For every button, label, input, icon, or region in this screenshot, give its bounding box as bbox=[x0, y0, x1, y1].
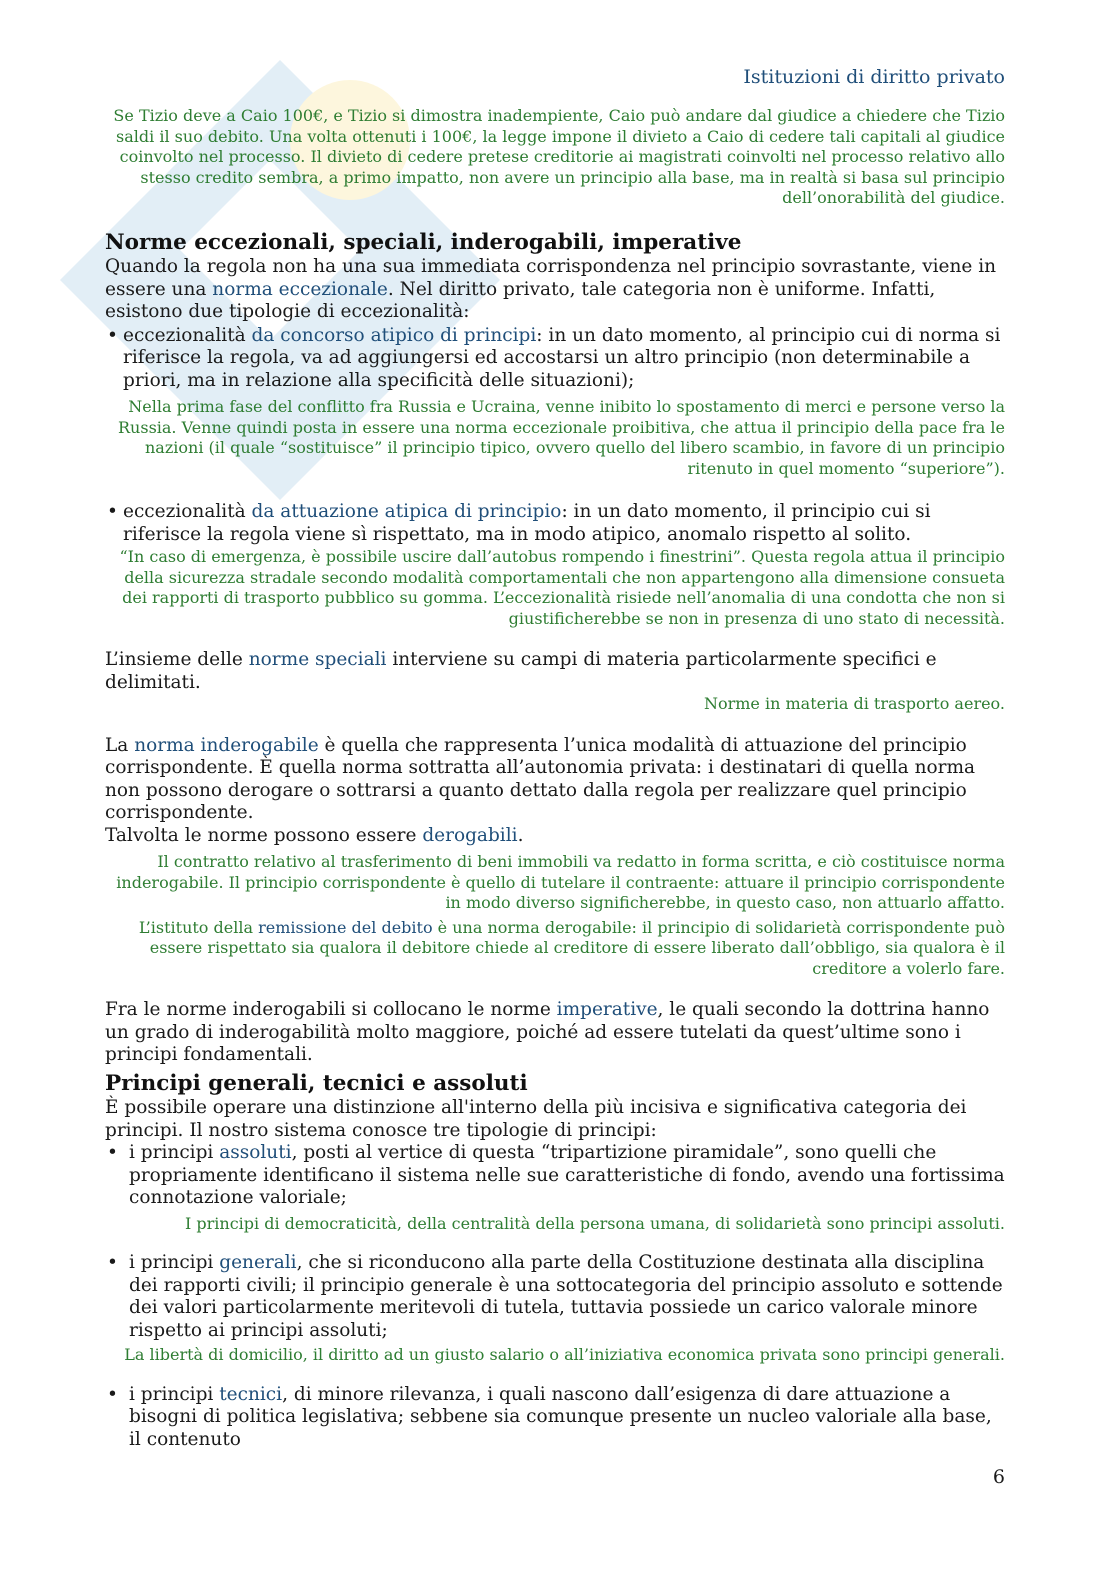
page-number: 6 bbox=[992, 1466, 1005, 1488]
bullet-principi-tecnici: • i principi tecnici, di minore rilevanza, i quali nascono dall’esigenza di dare attuazione a bisogni di politica legislativa; sebbene sia comunque presente un nucleo valoriale alla base, il contenuto bbox=[105, 1384, 1005, 1452]
paragraph-norme-speciali: L’insieme delle norme speciali interviene su campi di materia particolarmente specifici e delimitati. bbox=[105, 649, 937, 693]
section-2-title: Principi generali, tecnici e assoluti bbox=[105, 1071, 528, 1096]
example-russia-ucraina: Nella prima fase del conflitto fra Russia e Ucraina, venne inibito lo spostamento di merci e persone verso la Russia. Venne quindi posta in essere una norma eccezionale proibitiva, che attua il principio della pace fra le nazioni (il quale “sostituisce” il principio tipico, ovvero quello del libero scambio, in favore di un principio ritenuto in quel momento “superiore”). bbox=[118, 397, 1005, 478]
paragraph-norma-inderogabile: La norma inderogabile è quella che rappresenta l’unica modalità di attuazione del principio corrispondente. È quella norma sottratta all’autonomia privata: i destinatari di quella norma non possono derogare o sottrarsi a quanto dettato dalla regola per realizzare quel principio corrispondente. bbox=[105, 734, 976, 823]
section-1 bbox=[105, 230, 1005, 1067]
example-principi-assoluti: I principi di democraticità, della centralità della persona umana, di solidarietà sono principi assoluti. bbox=[184, 1213, 1005, 1233]
example-remissione-debito: L’istituto della remissione del debito è una norma derogabile: il principio di solidarietà corrispondente può essere rispettato sia qualora il debitore chiede al creditore di essere liberato dall’obbligo, sia qualora è il creditore a volerlo fare. bbox=[138, 917, 1005, 978]
bullet-concorso-atipico: • eccezionalità da concorso atipico di principi: in un dato momento, al principio cui di norma si riferisce la regola, va ad aggiungersi ed accostarsi un altro principio (non determinabile a priori, ma in relazione alla specificità delle situazioni); bbox=[105, 325, 1005, 393]
paragraph-norme-imperative: Fra le norme inderogabili si collocano le norme imperative, le quali secondo la dottrina hanno un grado di inderogabilità molto maggiore, poiché ad essere tutelati da quest’ultime sono i principi fondamentali. bbox=[105, 999, 990, 1065]
example-trasporto-aereo: Norme in materia di trasporto aereo. bbox=[703, 694, 1005, 713]
intro-example: Se Tizio deve a Caio 100€, e Tizio si dimostra inadempiente, Caio può andare dal giudice a chiedere che Tizio saldi il suo debito. Una volta ottenuti i 100€, la legge impone il divieto a Caio di cedere tali capitali al giudice coinvolto nel processo. Il divieto di cedere pretese creditorie ai magistrati coinvolti nel processo relativo allo stesso credito sembra, a primo impatto, non avere un principio alla base, ma in realtà si basa sul principio dell’onorabilità del giudice. bbox=[113, 106, 1005, 207]
paragraph-norma-eccezionale: Quando la regola non ha una sua immediata corrispondenza nel principio sovrastante, viene in essere una norma eccezionale. Nel diritto privato, tale categoria non è uniforme. Infatti, esistono due tipologie di eccezionalità: bbox=[105, 256, 997, 322]
running-header: Istituzioni di diritto privato bbox=[743, 66, 1005, 88]
example-principi-generali: La libertà di domicilio, il diritto ad un giusto salario o all’iniziativa economica privata sono principi generali. bbox=[124, 1345, 1005, 1364]
bullet-attuazione-atipica: • eccezionalità da attuazione atipica di principio: in un dato momento, il principio cui si riferisce la regola viene sì rispettato, ma in modo atipico, anomalo rispetto al solito. bbox=[105, 501, 1005, 546]
example-beni-immobili: Il contratto relativo al trasferimento di beni immobili va redatto in forma scritta, e ciò costituisce norma inderogabile. Il principio corrispondente è quello di tutelare il contraente: attuare il principio corrispondente in modo diverso significherebbe, in questo caso, non attuarlo affatto. bbox=[116, 852, 1005, 912]
paragraph-tipologie-principi: È possibile operare una distinzione all'interno della più incisiva e significativa categoria dei principi. Il nostro sistema conosce tre tipologie di principi: bbox=[105, 1097, 967, 1141]
section-1-title: Norme eccezionali, speciali, inderogabili, imperative bbox=[105, 230, 742, 255]
bullet-principi-assoluti: • i principi assoluti, posti al vertice di questa “tripartizione piramidale”, sono quelli che propriamente identificano il sistema nelle sue caratteristiche di fondo, avendo una fortissima connotazione valoriale; bbox=[105, 1142, 1005, 1210]
example-autobus: “In caso di emergenza, è possibile uscire dall’autobus rompendo i finestrini”. Questa regola attua il principio della sicurezza stradale secondo modalità comportamentali che non appartengono alla dimensione consueta dei rapporti di trasporto pubblico su gomma. L’eccezionalità risiede nell’anomalia di una condotta che non si giustificherebbe se non in presenza di uno stato di necessità. bbox=[119, 547, 1005, 628]
paragraph-derogabili: Talvolta le norme possono essere derogabili. bbox=[105, 824, 524, 846]
bullet-principi-generali: • i principi generali, che si riconducono alla parte della Costituzione destinata alla disciplina dei rapporti civili; il principio generale è una sottocategoria del principio assoluto e sottende dei valori particolarmente meritevoli di tutela, tuttavia possiede un carico valorale minore rispetto ai principi assoluti; bbox=[105, 1252, 1005, 1342]
section-2 bbox=[105, 1071, 1005, 1451]
